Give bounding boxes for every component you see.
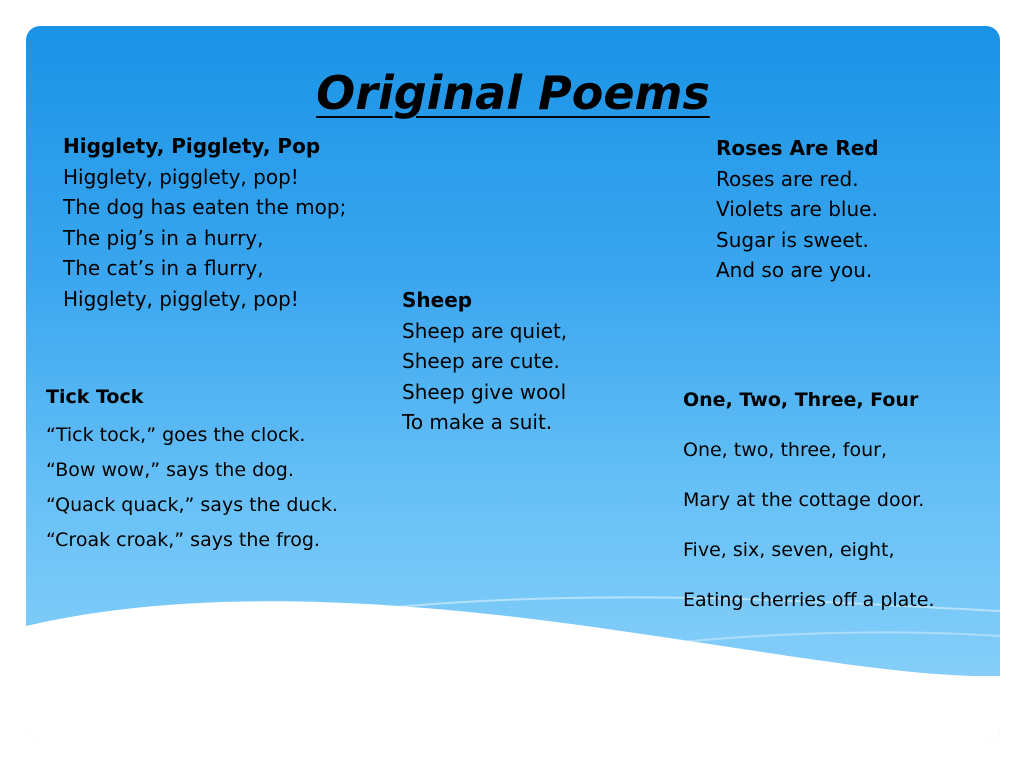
poem-line: One, two, three, four, [683, 439, 888, 461]
poem-line: Higglety, pigglety, pop! [63, 286, 299, 311]
poem-line: Roses are red. [716, 166, 859, 191]
poem-line: Eating cherries off a plate. [683, 589, 935, 611]
poem-title: Sheep [402, 288, 473, 312]
poem-roses [716, 133, 879, 286]
poem-sheep [402, 285, 567, 438]
poem-title: Tick Tock [46, 386, 144, 408]
poem-title: One, Two, Three, Four [683, 389, 919, 411]
poem-line: The dog has eaten the mop; [63, 195, 347, 219]
poem-line: And so are you. [716, 258, 873, 282]
poem-line: Higglety, pigglety, pop! [63, 164, 299, 189]
poem-line: Sugar is sweet. [716, 227, 869, 252]
page-title: Original Poems [316, 66, 710, 120]
poem-line: “Tick tock,” goes the clock. [46, 424, 306, 446]
poem-line: Violets are blue. [716, 197, 878, 221]
poem-line: Five, six, seven, eight, [683, 539, 895, 561]
poem-line: “Bow wow,” says the dog. [46, 459, 294, 481]
poem-line: “Croak croak,” says the frog. [46, 529, 320, 551]
poem-line: Sheep are quiet, [402, 318, 568, 343]
slide [26, 26, 1000, 742]
poem-line: Sheep give wool [402, 379, 567, 404]
poem-line: Sheep are cute. [402, 349, 560, 373]
poem-title: Higglety, Pigglety, Pop [63, 134, 321, 158]
poem-line: Mary at the cottage door. [683, 489, 925, 511]
poem-line: The pig’s in a hurry, [63, 225, 264, 250]
poem-line: The cat’s in a flurry, [63, 256, 264, 280]
poem-line: To make a suit. [402, 410, 553, 434]
poem-onetwo [683, 386, 935, 636]
poem-ticktock [46, 386, 338, 561]
poem-line: “Quack quack,” says the duck. [46, 494, 338, 516]
poem-higglety [63, 131, 346, 314]
poem-title: Roses Are Red [716, 136, 879, 160]
